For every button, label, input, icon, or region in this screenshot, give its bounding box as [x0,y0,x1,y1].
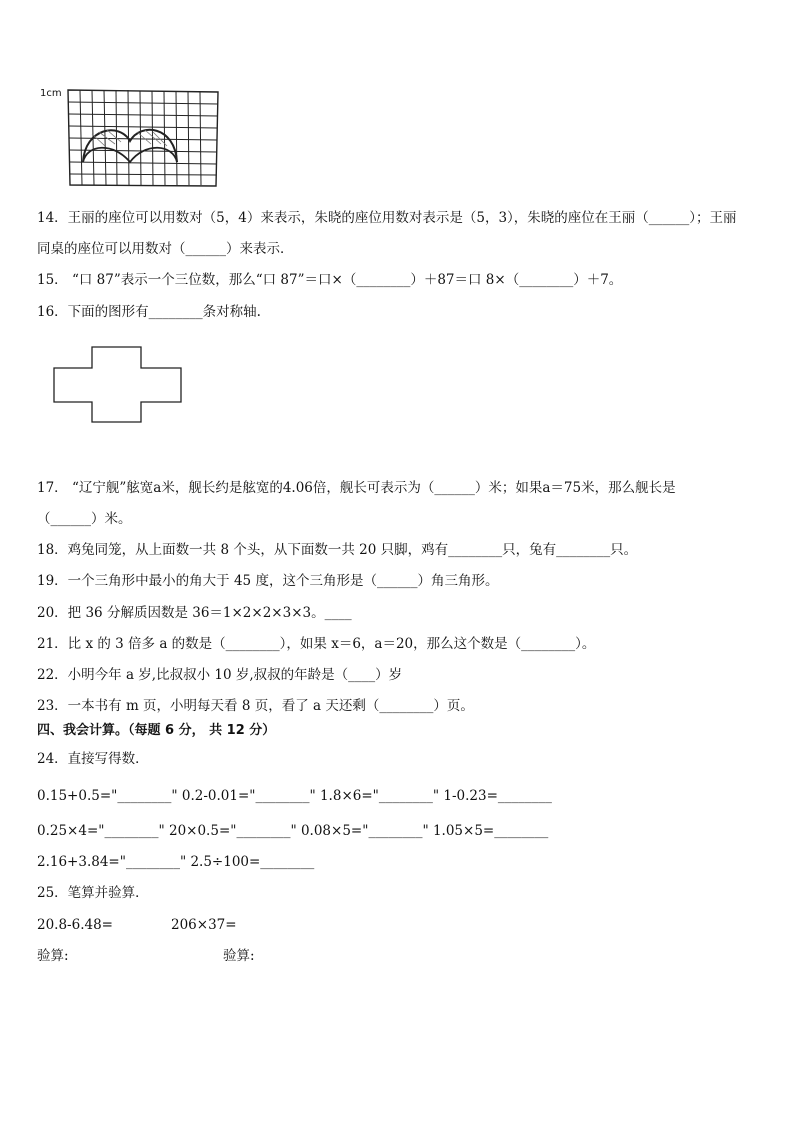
question-17-line-1: 17． “辽宁舰”舷宽a米，舰长约是舷宽的4.06倍，舰长可表示为（______）米；如果a＝75米，那么舰长是 [37,480,676,496]
question-19: 19．一个三角形中最小的角大于 45 度，这个三角形是（______）角三角形。 [37,573,499,589]
grid-unit-label: 1cm [40,88,62,99]
question-18: 18．鸡兔同笼，从上面数一共 8 个头，从下面数一共 20 只脚，鸡有________只，兔有________只。 [37,542,638,558]
question-16: 16．下面的图形有________条对称轴. [37,304,261,320]
question-24-row-1: 0.15+0.5="________" 0.2-0.01="________" 1.8×6="________" 1-0.23=________ [37,788,552,804]
cross-shape-figure [52,346,184,424]
section-4-title: 四、我会计算。（每题 6 分， 共 12 分） [37,723,276,738]
grid-figure [37,86,222,191]
question-15: 15． “口 87”表示一个三位数，那么“口 87”＝口×（________）＋87＝口 8×（________）＋7。 [37,272,623,288]
question-25-check-2: 验算: [223,948,255,964]
question-24-row-3: 2.16+3.84="________" 2.5÷100=________ [37,854,315,870]
question-22: 22．小明今年 a 岁,比叔叔小 10 岁,叔叔的年龄是（____）岁 [37,667,403,683]
question-25-title: 25．笔算并验算． [37,885,149,901]
question-25-expression-2: 206×37= [171,917,237,933]
question-14-line-2: 同桌的座位可以用数对（______）来表示． [37,241,294,257]
question-21: 21．比 x 的 3 倍多 a 的数是（________），如果 x＝6，a＝20，那么这个数是（________）。 [37,636,596,652]
question-25-check-1: 验算: [37,948,69,964]
question-17-line-2: （______）米。 [37,511,132,527]
question-23: 23．一本书有 m 页，小明每天看 8 页，看了 a 天还剩（________）页。 [37,698,474,714]
question-20: 20．把 36 分解质因数是 36＝1×2×2×3×3。____ [37,605,352,621]
grid-drawing [37,86,222,191]
question-24-title: 24．直接写得数． [37,751,149,767]
question-25-expression-1: 20.8-6.48= [37,917,113,933]
cross-shape [52,346,184,424]
question-24-row-2: 0.25×4="________" 20×0.5="________" 0.08×5="________" 1.05×5=________ [37,823,549,839]
question-14-line-1: 14．王丽的座位可以用数对（5，4）来表示，朱晓的座位用数对表示是（5，3），朱晓的座位在王丽（______）；王丽 [37,210,737,226]
